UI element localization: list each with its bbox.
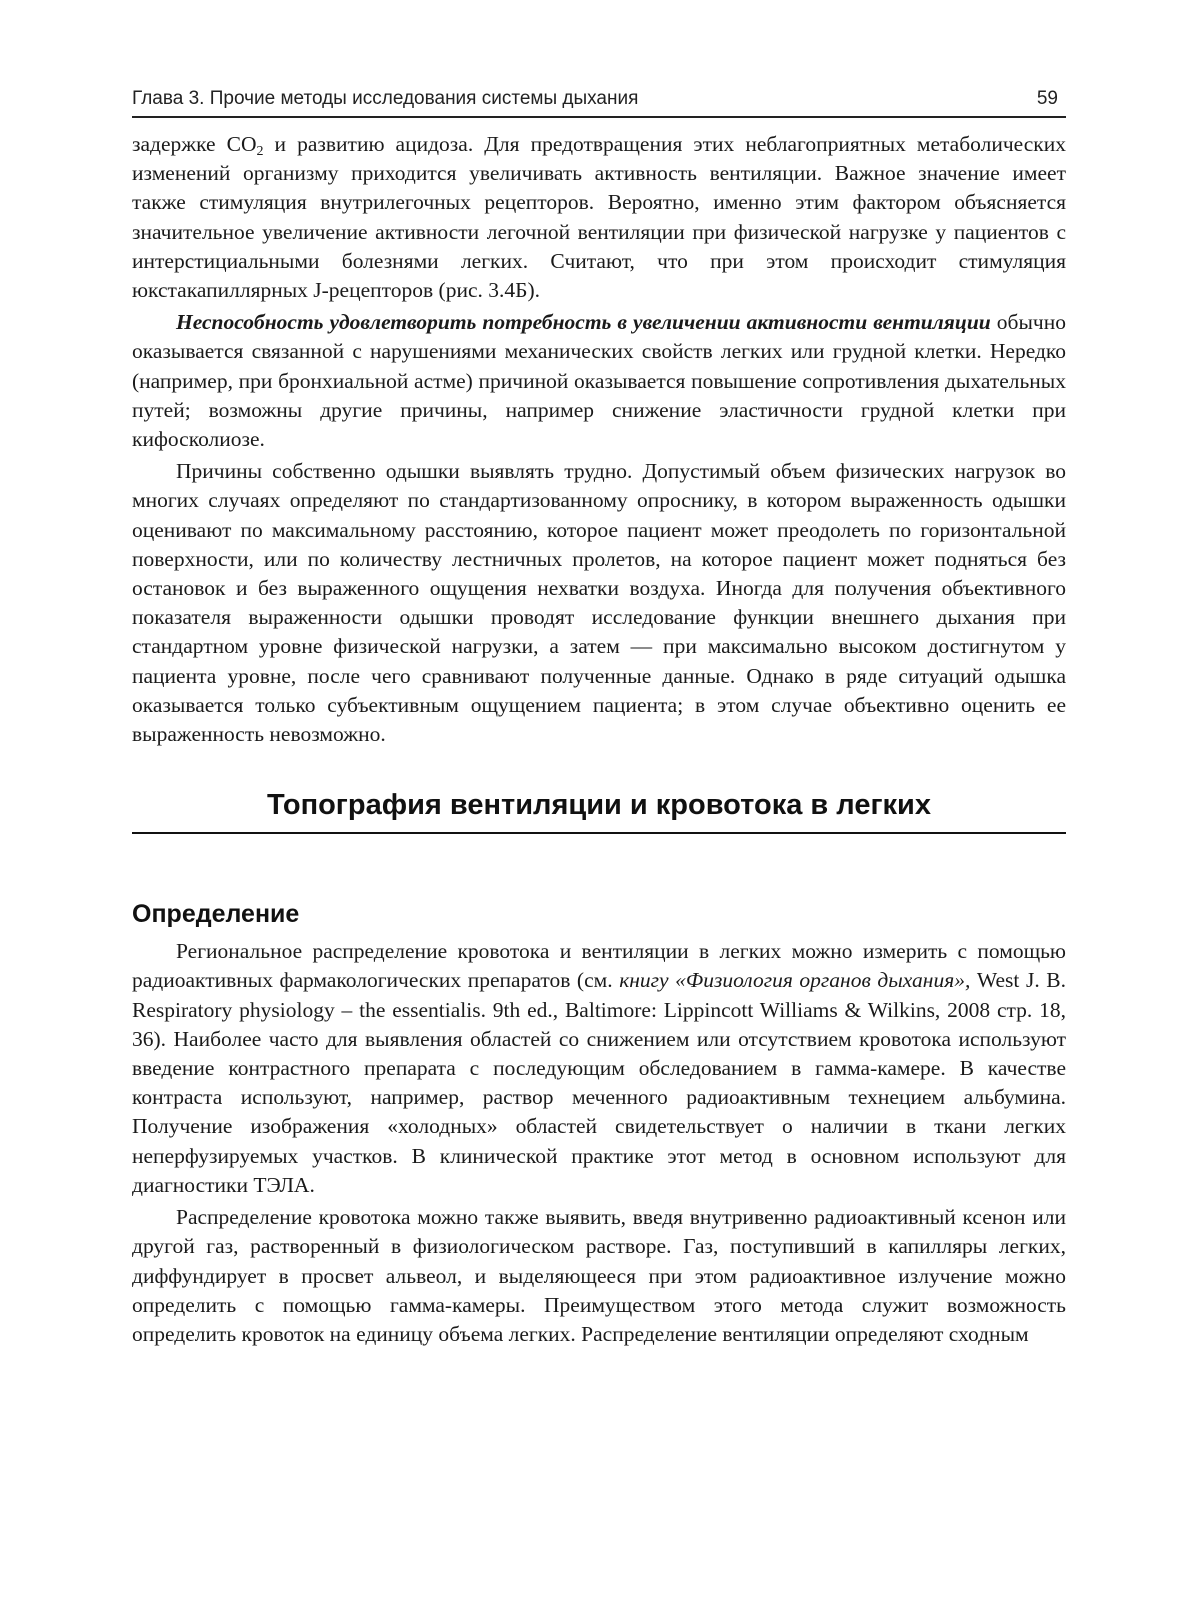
- subsection-heading: Определение: [132, 900, 300, 929]
- emphasized-term: Неспособность удовлетворить потребность в увеличении активности вентиляции: [176, 310, 991, 335]
- paragraph-2: Неспособность удовлетворить потребность в увеличении активности вентиляции обычно оказывается связанной с нарушениями механических свойств легких или грудной клетки. Нередко (например, при бронхиальной астме) причиной оказывается повышение сопротивления дыхательных путей; возможны другие причины, например снижение эластичности грудной клетки при кифосколиозе.: [132, 310, 1066, 452]
- paragraph-1: задержке $CO_2$ и развитию ацидоза. Для предотвращения этих неблагоприятных метаболических изменений организму приходится увеличивать активность вентиляции. Важное значение имеет также стимуляция внутрилегочных рецепторов. Вероятно, именно этим фактором объясняется значительное увеличение активности легочной вентиляции при физической нагрузке у пациентов с интерстициальными болезнями легких. Считают, что при этом происходит стимуляция юкстакапиллярных J-рецепторов (рис. 3.4Б).: [132, 132, 1066, 303]
- body-text: [132, 130, 1066, 1349]
- running-header: [132, 78, 1066, 118]
- book-page: [132, 78, 1066, 1349]
- chapter-title: Глава 3. Прочие методы исследования системы дыхания: [132, 88, 639, 109]
- page-number: 59: [1036, 88, 1058, 109]
- paragraph-4: Региональное распределение кровотока и вентиляции в легких можно измерить с помощью радиоактивных фармакологических препаратов (см. книгу «Физиология органов дыхания», West J. B. Respiratory physiology – the essentialis. 9th ed., Baltimore: Lippincott Williams & Wilkins, 2008 стр. 18, 36). Наиболее часто для выявления областей со снижением или отсутствием кровотока используют введение контрастного препарата с последующим обследованием в гамма-камере. В качестве контраста используют, например, раствор меченного радиоактивным технецием альбумина. Получение изображения «холодных» областей свидетельствует о наличии в ткани легких неперфузируемых участков. В клинической практике этот метод в основном используют для диагностики ТЭЛА.: [132, 939, 1066, 1197]
- section-heading: Топография вентиляции и кровотока в легких: [132, 789, 1066, 834]
- book-reference: книгу «Физиология органов дыхания»,: [619, 968, 971, 993]
- paragraph-5: Распределение кровотока можно также выявить, введя внутривенно радиоактивный ксенон или другой газ, растворенный в физиологическом растворе. Газ, поступивший в капилляры легких, диффундирует в просвет альвеол, и выделяющееся при этом радиоактивное излучение можно определить с помощью гамма-камеры. Преимуществом этого метода служит возможность определить кровоток на единицу объема легких. Распределение вентиляции определяют сходным: [132, 1205, 1066, 1346]
- paragraph-3: Причины собственно одышки выявлять трудно. Допустимый объем физических нагрузок во многих случаях определяют по стандартизованному опроснику, в котором выраженность одышки оценивают по максимальному расстоянию, которое пациент может преодолеть по горизонтальной поверхности, или по количеству лестничных пролетов, на которое пациент может подняться без остановок и без выраженного ощущения нехватки воздуха. Иногда для получения объективного показателя выраженности одышки проводят исследование функции внешнего дыхания при стандартном уровне физической нагрузки, а затем — при максимально высоком достигнутом у пациента уровне, после чего сравнивают полученные данные. Однако в ряде ситуаций одышка оказывается только субъективным ощущением пациента; в этом случае объективно оценить ее выраженность невозможно.: [132, 459, 1066, 747]
